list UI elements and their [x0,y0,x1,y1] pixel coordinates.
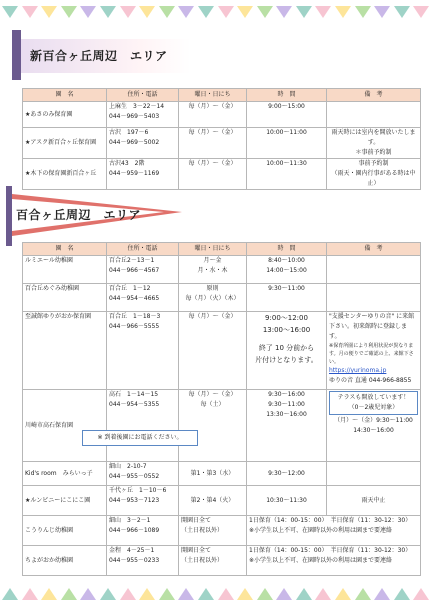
bunting-flag [198,588,214,600]
bunting-flag [178,588,194,600]
phone: 044－955－0233 [109,557,160,564]
facility-name: ★ルンビニーにこにこ園 [23,486,107,516]
note: 事前予約制 [358,160,389,167]
phone: 044－954－5355 [109,401,160,408]
table-row [23,390,421,462]
phone: 044－969－5002 [109,139,160,146]
bunting-flag [413,6,429,18]
day-sub: （土日祝以外） [181,557,224,564]
note-sub: ※保育所園により利用状況が異なります。月の便りでご確認の上、来館下さい。 [329,343,414,365]
bunting-flag [394,588,410,600]
table-row [23,516,421,546]
time-note: 終了 10 分前から [258,344,315,352]
header-address: 住所・電話 [107,89,179,102]
time: 9:30～16:00 [268,391,305,398]
header-name: 園 名 [23,89,107,102]
address: 古沢 197－6 [109,129,149,136]
table-row [23,128,421,159]
bunting-flag [276,6,292,18]
table-row [23,546,421,576]
address: 百合丘 1－18－3 [109,313,161,320]
bunting-flag [374,588,390,600]
section1-banner [12,30,197,80]
facility-name: ★木下の保育園新百合ヶ丘 [23,159,107,190]
facility-name: こうりんじ幼稚園 [23,516,107,546]
facility-name: ★アスク新百合ヶ丘保育園 [23,128,107,159]
bunting-flag [159,6,175,18]
header-day: 曜日・日にち [179,89,247,102]
address: 百合丘2－13－1 [109,257,155,264]
facility-name: ちよがおか幼稚園 [23,546,107,576]
bunting-flag [315,6,331,18]
time-sub: 14:00～15:00 [266,267,307,274]
day: 毎（月）～（金） [179,312,247,390]
bunting-flag [22,588,38,600]
day: 月～金 [203,257,222,264]
table-row [23,486,421,516]
day: 第2・第4（火） [179,486,247,516]
note [327,284,421,312]
section2-title: 百合ヶ丘周辺 エリア [16,208,142,222]
day: 開園日全て [181,517,212,524]
bottom-bunting [0,586,431,604]
bunting-flag [41,6,57,18]
header-address: 住所・電話 [107,243,179,256]
top-bunting [0,6,431,24]
bunting-flag [257,6,273,18]
phone: 044－953－7123 [109,497,160,504]
facility-name: 川崎市高石保育園 [23,390,107,462]
day-sub: （土日祝以外） [181,527,224,534]
note: 雨天時には室内を開放いたします。 [331,129,416,146]
note: 雨天中止 [327,486,421,516]
phone: 044－966－5555 [109,323,160,330]
bunting-flag [237,588,253,600]
facility-name: 百合丘めぐみ幼稚園 [23,284,107,312]
bunting-flag [159,588,175,600]
time-note-sub: 片付けとなります。 [255,356,318,364]
note-day: （月）～（金）9:30～11:00 [334,417,413,424]
note [327,256,421,284]
time-sub: 13:00～16:00 [262,326,311,334]
table-row [23,102,421,128]
phone: 044－966－4567 [109,267,160,274]
day: 毎（月）～（金） [188,391,237,398]
header-time: 時 間 [247,89,327,102]
table-row [23,284,421,312]
day: 第1・第3（水） [179,462,247,486]
bunting-flag [198,6,214,18]
address: 千代ヶ丘 1－10－6 [109,487,167,494]
facility-name: 至誠館ゆりがおか保育園 [23,312,107,390]
table-header [23,89,421,102]
header-note: 備 考 [327,243,421,256]
section2-table [22,242,421,576]
section2-banner [6,186,186,246]
note-sub: ＊事前予約制 [355,149,392,156]
bunting-flag [355,6,371,18]
bunting-flag [120,588,136,600]
time: 10:30～11:30 [247,486,327,516]
address: 上麻生 3－22－14 [109,103,165,110]
address: 百合丘 1－12 [109,285,151,292]
day: 毎（月）～（金） [179,159,247,190]
address: 金程 4－25－1 [109,547,155,554]
bunting-flag [2,6,18,18]
bunting-flag [22,6,38,18]
table-row [23,312,421,390]
day-sub: 月・水・木 [197,267,228,274]
bunting-flag [374,6,390,18]
phone: 044－954－4665 [109,295,160,302]
time: 1日保育（14：00-15：00） 半日保育（11：30-12：30） [249,547,412,554]
address: 高石 1－14－15 [109,391,159,398]
table-row [23,159,421,190]
bunting-flag [276,588,292,600]
bunting-flag [139,6,155,18]
facility-name: Kid's room みらいっ子 [23,462,107,486]
banner-bar [12,30,21,80]
day: 開園日全て [181,547,212,554]
time-sub: 13:30～16:00 [266,411,307,418]
table-header [23,243,421,256]
bunting-flag [218,588,234,600]
bunting-flag [218,6,234,18]
header-day: 曜日・日にち [179,243,247,256]
phone: 044－955－0552 [109,473,160,480]
day: 毎（月）～（金） [179,102,247,128]
facility-name: ルミエール幼稚園 [23,256,107,284]
day-sub: 毎（土） [200,401,225,408]
time: 9:00～12:00 [265,314,308,322]
table-row [23,256,421,284]
bunting-flag [100,6,116,18]
phone: 044－969－5403 [109,113,160,120]
time-note: ※小学生以上不可、在園時以外の利用は園まで要連絡 [249,527,393,534]
bunting-flag [61,588,77,600]
bunting-flag [237,6,253,18]
bunting-flag [80,6,96,18]
bunting-flag [315,588,331,600]
terrace-note-box: テラスも開放しています！（0－2歳児対象） [329,391,418,415]
time: 9:30～12:00 [247,462,327,486]
address: 細山 2-10-7 [109,463,147,470]
bunting-flag [100,588,116,600]
note [327,462,421,486]
time-note: ※小学生以上不可、在園時以外の利用は園まで要連絡 [249,557,393,564]
section1-table [22,88,421,190]
time: 9:00～15:00 [247,102,327,128]
day: 毎（月）～（金） [179,128,247,159]
bunting-flag [41,588,57,600]
day-sub: 毎（月）（火）（木） [185,295,240,302]
day: 原則 [206,285,219,292]
note-sub: （雨天・園内行事がある時は中止） [331,170,416,187]
section1-title: 新百合ヶ丘周辺 エリア [30,49,168,63]
note: "支援センターゆりの音" に来館下さい。初来館時に登録します。 [329,313,415,340]
time: 9:30～11:00 [247,284,327,312]
facility-name: ★あさのみ保育園 [23,102,107,128]
bunting-flag [2,588,18,600]
bunting-flag [335,588,351,600]
address: 古沢43 2階 [109,160,145,167]
phone-direct: ゆりの音 直通 044-966-8855 [329,377,412,384]
bunting-flag [257,588,273,600]
note-time: 14:30～16:00 [353,427,394,434]
bunting-flag [355,588,371,600]
bunting-flag [394,6,410,18]
bunting-flag [120,6,136,18]
header-time: 時 間 [247,243,327,256]
header-name: 園 名 [23,243,107,256]
website-link[interactable]: https://yurinoma.jp [329,367,387,374]
time-sub: 9:30～11:00 [268,401,305,408]
bunting-flag [61,6,77,18]
time: 10:00～11:00 [247,128,327,159]
bunting-flag [296,588,312,600]
time: 1日保育（14：00-15：00） 半日保育（11：30-12：30） [249,517,412,524]
bunting-flag [413,588,429,600]
bunting-flag [296,6,312,18]
table-row [23,462,421,486]
bunting-flag [139,588,155,600]
call-on-arrival-note: ※ 到着後園にお電話ください。 [82,430,198,446]
note [327,102,421,128]
time: 10:00～11:30 [247,159,327,190]
bunting-flag [80,588,96,600]
phone: 044－966－1089 [109,527,160,534]
address: 細山 3－2－1 [109,517,151,524]
phone: 044－959－1169 [109,170,160,177]
time: 8:40～10:00 [268,257,305,264]
header-note: 備 考 [327,89,421,102]
bunting-flag [335,6,351,18]
bunting-flag [178,6,194,18]
